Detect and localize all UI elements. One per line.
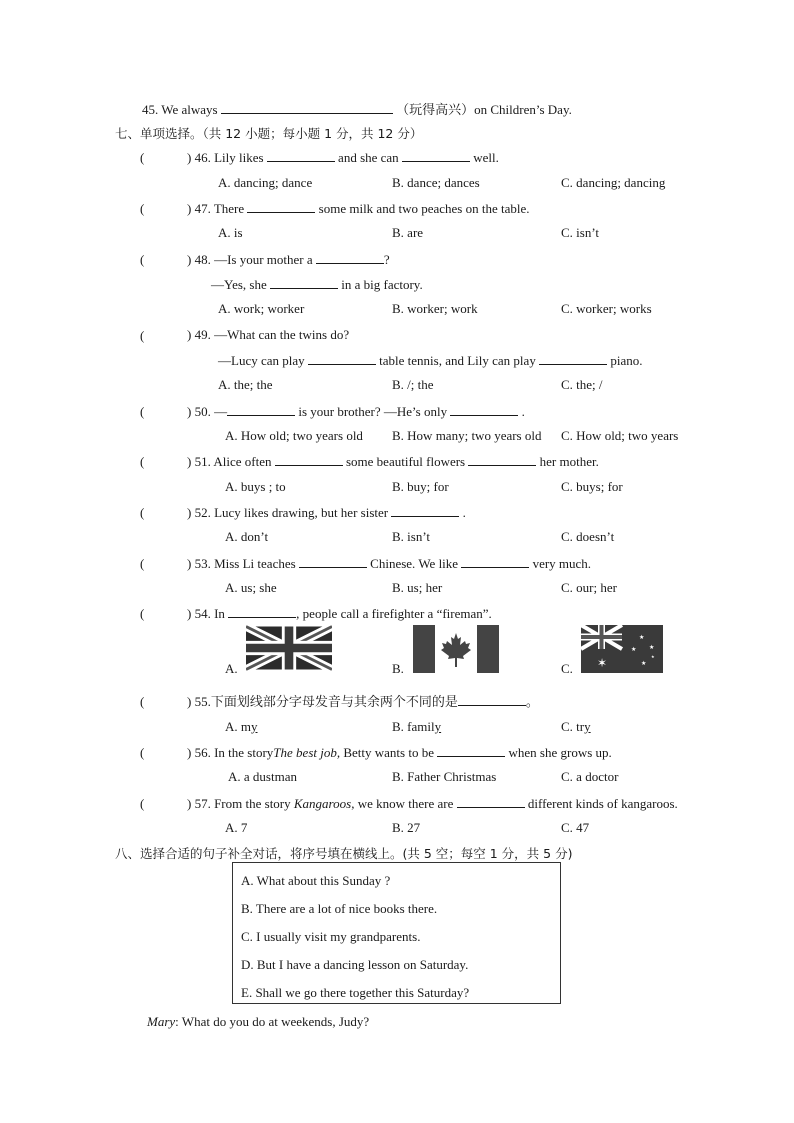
answer-paren[interactable]: ( (140, 796, 145, 811)
q50-option-c[interactable]: C. How old; two years (561, 428, 679, 443)
q49-line2: —Lucy can play table tennis, and Lily can play piano. (218, 353, 643, 368)
box-option-a: A. What about this Sunday ? (241, 873, 391, 888)
q49-option-a[interactable]: A. the; the (218, 377, 273, 392)
q52-blank[interactable] (391, 504, 459, 517)
q51-option-c[interactable]: C. buys; for (561, 479, 623, 494)
q49-option-b[interactable]: B. /; the (392, 377, 434, 392)
q51: ) 51. Alice often some beautiful flowers her mother. (187, 454, 599, 469)
q55-option-b[interactable]: B. family (392, 719, 442, 734)
svg-text:★: ★ (639, 634, 645, 641)
q53-option-a[interactable]: A. us; she (225, 580, 277, 595)
answer-paren[interactable]: ( (140, 150, 145, 165)
q54-option-a[interactable]: A. (225, 661, 238, 676)
q56: ) 56. In the storyThe best job, Betty wants to be when she grows up. (187, 745, 612, 760)
canada-flag-icon[interactable] (413, 625, 499, 673)
q47-option-b[interactable]: B. are (392, 225, 424, 240)
q47: ) 47. There some milk and two peaches on the table. (187, 201, 530, 216)
q48-blank-1[interactable] (316, 251, 384, 264)
answer-paren[interactable]: ( (140, 201, 145, 216)
q46-option-c[interactable]: C. dancing; dancing (561, 175, 666, 190)
q49-blank-2[interactable] (539, 352, 607, 365)
q52: ) 52. Lucy likes drawing, but her sister . (187, 505, 466, 520)
answer-paren[interactable]: ( (140, 328, 145, 343)
q55: ) 55.下面划线部分字母发音与其余两个不同的是 。 (187, 694, 539, 709)
q50: ) 50. — is your brother? —He’s only . (187, 404, 525, 419)
q47-blank[interactable] (247, 200, 315, 213)
answer-paren[interactable]: ( (140, 404, 145, 419)
q53-blank-1[interactable] (299, 555, 367, 568)
box-option-d: D. But I have a dancing lesson on Saturday. (241, 957, 469, 972)
q57: ) 57. From the story Kangaroos, we know there are different kinds of kangaroos. (187, 796, 678, 811)
svg-text:★: ★ (649, 644, 655, 651)
answer-paren[interactable]: ( (140, 556, 145, 571)
q55-blank[interactable] (458, 693, 526, 706)
australia-flag-icon[interactable] (581, 625, 663, 673)
answer-paren[interactable]: ( (140, 694, 145, 709)
q53: ) 53. Miss Li teaches Chinese. We like very much. (187, 556, 592, 571)
q50-blank-2[interactable] (450, 403, 518, 416)
svg-text:✶: ✶ (597, 656, 608, 670)
q50-blank-1[interactable] (227, 403, 295, 416)
answer-paren[interactable]: ( (140, 252, 145, 267)
q47-option-a[interactable]: A. is (218, 225, 243, 240)
q55-option-a[interactable]: A. my (225, 719, 258, 734)
svg-text:★: ★ (651, 654, 655, 659)
section-7-title: 七、单项选择。（共 12 小题；每小题 1 分，共 12 分） (115, 126, 423, 141)
svg-text:★: ★ (641, 660, 647, 667)
q48-option-a[interactable]: A. work; worker (218, 301, 305, 316)
box-option-e: E. Shall we go there together this Saturday? (241, 985, 470, 1000)
q46-option-a[interactable]: A. dancing; dance (218, 175, 313, 190)
q45: 45. We always （玩得高兴）on Children’s Day. (142, 102, 572, 117)
uk-flag-icon[interactable] (246, 623, 332, 673)
answer-paren[interactable]: ( (140, 745, 145, 760)
answer-paren[interactable]: ( (140, 606, 145, 621)
answer-paren[interactable]: ( (140, 454, 145, 469)
q53-option-b[interactable]: B. us; her (392, 580, 443, 595)
section-8-title: 八、选择合适的句子补全对话，将序号填在横线上。(共 5 空；每空 1 分，共 5 分) (115, 846, 573, 861)
svg-text:★: ★ (631, 646, 637, 653)
dialogue-line: Mary: What do you do at weekends, Judy? (147, 1014, 370, 1029)
q54-blank[interactable] (228, 605, 296, 618)
q48-blank-2[interactable] (270, 276, 338, 289)
q46-option-b[interactable]: B. dance; dances (392, 175, 480, 190)
q48: ) 48. —Is your mother a ? (187, 252, 390, 267)
q48-option-c[interactable]: C. worker; works (561, 301, 652, 316)
q55-option-c[interactable]: C. try (561, 719, 591, 734)
q52-option-c[interactable]: C. doesn’t (561, 529, 615, 544)
q56-blank[interactable] (437, 744, 505, 757)
q47-option-c[interactable]: C. isn’t (561, 225, 600, 240)
q49-option-c[interactable]: C. the; / (561, 377, 603, 392)
q54-option-c[interactable]: C. (561, 661, 573, 676)
q49: ) 49. —What can the twins do? (187, 327, 350, 342)
q46-blank-1[interactable] (267, 149, 335, 162)
options-box (232, 862, 561, 1004)
q57-blank[interactable] (457, 795, 525, 808)
q51-option-a[interactable]: A. buys ; to (225, 479, 286, 494)
q54-option-b[interactable]: B. (392, 661, 404, 676)
q50-option-b[interactable]: B. How many; two years old (392, 428, 542, 443)
q53-option-c[interactable]: C. our; her (561, 580, 617, 595)
q57-option-a[interactable]: A. 7 (225, 820, 248, 835)
q51-option-b[interactable]: B. buy; for (392, 479, 449, 494)
answer-paren[interactable]: ( (140, 505, 145, 520)
q52-option-b[interactable]: B. isn’t (392, 529, 431, 544)
q57-option-b[interactable]: B. 27 (392, 820, 421, 835)
box-option-c: C. I usually visit my grandparents. (241, 929, 421, 944)
q51-blank-2[interactable] (468, 453, 536, 466)
q48-line2: —Yes, she in a big factory. (211, 277, 423, 292)
q56-option-c[interactable]: C. a doctor (561, 769, 619, 784)
q56-option-a[interactable]: A. a dustman (228, 769, 297, 784)
q45-blank[interactable] (221, 101, 393, 114)
q56-option-b[interactable]: B. Father Christmas (392, 769, 497, 784)
q46: ) 46. Lily likes and she can well. (187, 150, 499, 165)
q51-blank-1[interactable] (275, 453, 343, 466)
speaker-name: Mary (147, 1014, 176, 1029)
q52-option-a[interactable]: A. don’t (225, 529, 269, 544)
q49-blank-1[interactable] (308, 352, 376, 365)
q53-blank-2[interactable] (461, 555, 529, 568)
q54: ) 54. In , people call a firefighter a “fireman”. (187, 606, 492, 621)
box-option-b: B. There are a lot of nice books there. (241, 901, 438, 916)
q48-option-b[interactable]: B. worker; work (392, 301, 478, 316)
q46-blank-2[interactable] (402, 149, 470, 162)
q57-option-c[interactable]: C. 47 (561, 820, 590, 835)
q50-option-a[interactable]: A. How old; two years old (225, 428, 363, 443)
